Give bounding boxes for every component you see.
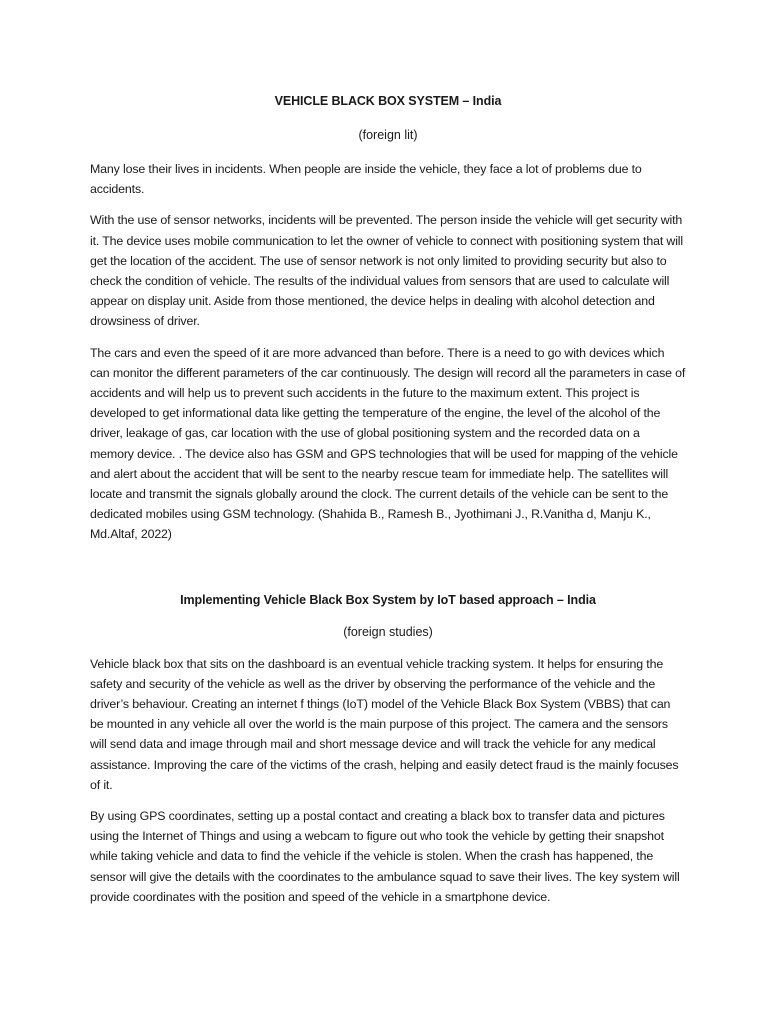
- document-page: [90, 93, 686, 907]
- paragraph-gps-coordinates: By using GPS coordinates, setting up a postal contact and creating a black box to transfer data and pictures using the Internet of Things and using a webcam to figure out who took the vehicle by getting their snapshot while taking vehicle and data to find the vehicle if the vehicle is stolen. When the crash has happened, the sensor will give the details with the coordinates to the ambulance squad to save their lives. The key system will provide coordinates with the position and speed of the vehicle in a smartphone device.: [90, 809, 680, 904]
- paragraph-car-parameters: The cars and even the speed of it are more advanced than before. There is a need to go with devices which can monitor the different parameters of the car continuously. The design will record all the parameters in case of accidents and will help us to prevent such accidents in the future to the maximum extent. This project is developed to get informational data like getting the temperature of the engine, the level of the alcohol of the driver, leakage of gas, car location with the use of global positioning system and the recorded data on a memory device. . The device also has GSM and GPS technologies that will be used for mapping of the vehicle and alert about the accident that will be sent to the nearby rescue team for immediate help. The satellites will locate and transmit the signals globally around the clock. The current details of the vehicle can be sent to the dedicated mobiles using GSM technology. (Shahida B., Ramesh B., Jyothimani J., R.Vanitha d, Manju K., Md.Altaf, 2022): [90, 345, 686, 542]
- section-title-vehicle-black-box: VEHICLE BLACK BOX SYSTEM – India: [274, 94, 502, 108]
- section-label-foreign-studies: (foreign studies): [343, 624, 433, 639]
- paragraph-intro: Many lose their lives in incidents. When people are inside the vehicle, they face a lot of problems due to accidents.: [90, 162, 642, 197]
- paragraph-dashboard-black-box: Vehicle black box that sits on the dashboard is an eventual vehicle tracking system. It helps for ensuring the safety and security of the vehicle as well as the driver by observing the performance of the vehicle and the driver’s behaviour. Creating an internet f things (IoT) model of the Vehicle Black Box System (VBBS) that can be mounted in any vehicle all over the world is the main purpose of this project. The camera and the sensors will send data and image through mail and short message device and will track the vehicle for any medical assistance. Improving the care of the victims of the crash, helping and easily detect fraud is the mainly focuses of it.: [90, 656, 679, 792]
- section-label-foreign-lit: (foreign lit): [358, 128, 418, 142]
- section-title-iot-approach: Implementing Vehicle Black Box System by IoT based approach – India: [180, 592, 596, 607]
- paragraph-sensor-networks: With the use of sensor networks, incidents will be prevented. The person inside the vehicle will get security with it. The device uses mobile communication to let the owner of vehicle to connect with positioning system that will get the location of the accident. The use of sensor network is not only limited to providing security but also to check the condition of vehicle. The results of the individual values from sensors that are used to calculate will appear on display unit. Aside from those mentioned, the device helps in dealing with alcohol detection and drowsiness of driver.: [90, 213, 684, 329]
